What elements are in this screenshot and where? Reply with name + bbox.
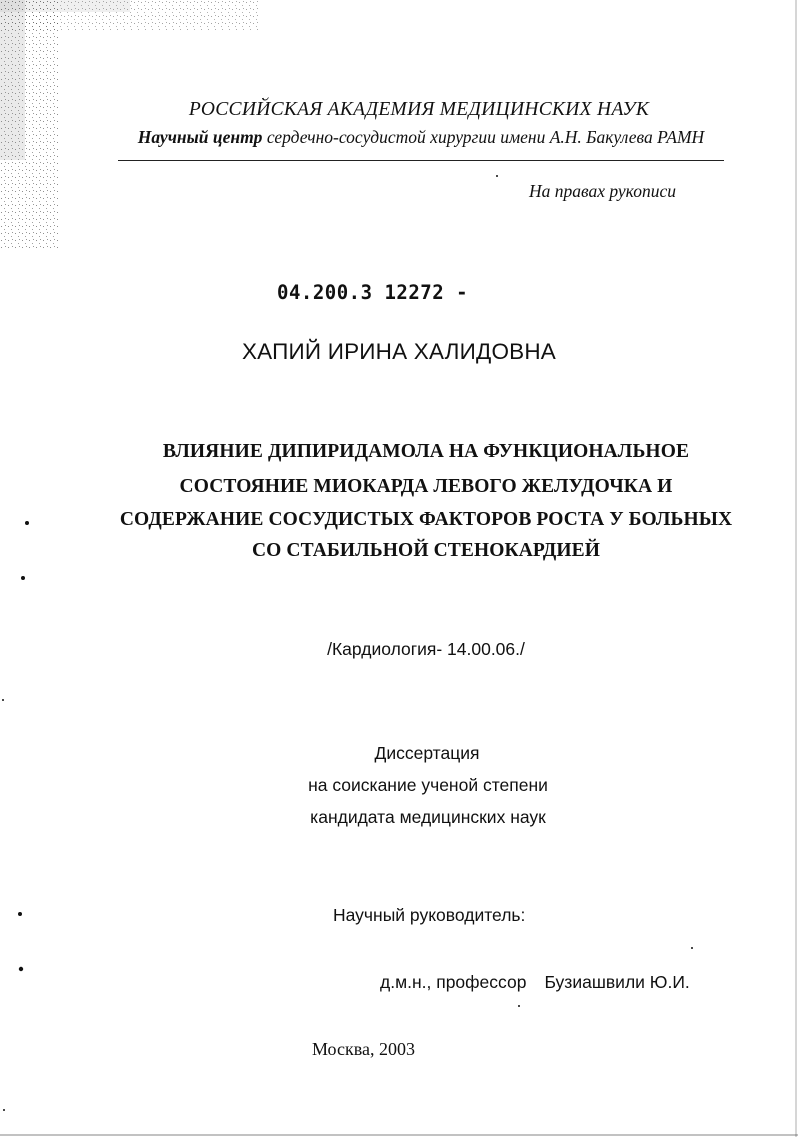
institution-name-bold: Научный центр: [137, 127, 263, 147]
supervisor-label: Научный руководитель:: [333, 905, 526, 925]
academy-heading: РОССИЙСКАЯ АКАДЕМИЯ МЕДИЦИНСКИХ НАУК: [188, 99, 650, 120]
degree-line-1: Диссертация: [374, 743, 480, 763]
city-year: Москва, 2003: [312, 1039, 415, 1059]
specialty-code: /Кардиология- 14.00.06./: [327, 639, 525, 659]
title-line-2: СОСТОЯНИЕ МИОКАРДА ЛЕВОГО ЖЕЛУДОЧКА И: [179, 476, 673, 497]
registration-number: 04.200.3 12272 -: [277, 281, 469, 305]
degree-line-3: кандидата медицинских наук: [310, 807, 546, 827]
institution-name: [22, 127, 798, 148]
supervisor-title: д.м.н., профессор: [380, 972, 527, 992]
supervisor-line: [380, 972, 690, 993]
header-divider: [118, 160, 724, 161]
title-line-1: ВЛИЯНИЕ ДИПИРИДАМОЛА НА ФУНКЦИОНАЛЬНОЕ: [162, 441, 690, 462]
institution-name-rest: сердечно-сосудистой хирургии имени А.Н. Бакулева РАМН: [262, 127, 705, 147]
corner-speckle: [0, 0, 260, 250]
title-line-4: СО СТАБИЛЬНОЙ СТЕНОКАРДИЕЙ: [251, 540, 601, 561]
author-name: ХАПИЙ ИРИНА ХАЛИДОВНА: [241, 339, 557, 364]
supervisor-name: Бузиашвили Ю.И.: [544, 972, 690, 992]
title-line-3: СОДЕРЖАНИЕ СОСУДИСТЫХ ФАКТОРОВ РОСТА У БОЛЬНЫХ: [119, 509, 733, 530]
manuscript-note: На правах рукописи: [529, 181, 676, 201]
degree-line-2: на соискание ученой степени: [308, 775, 548, 795]
